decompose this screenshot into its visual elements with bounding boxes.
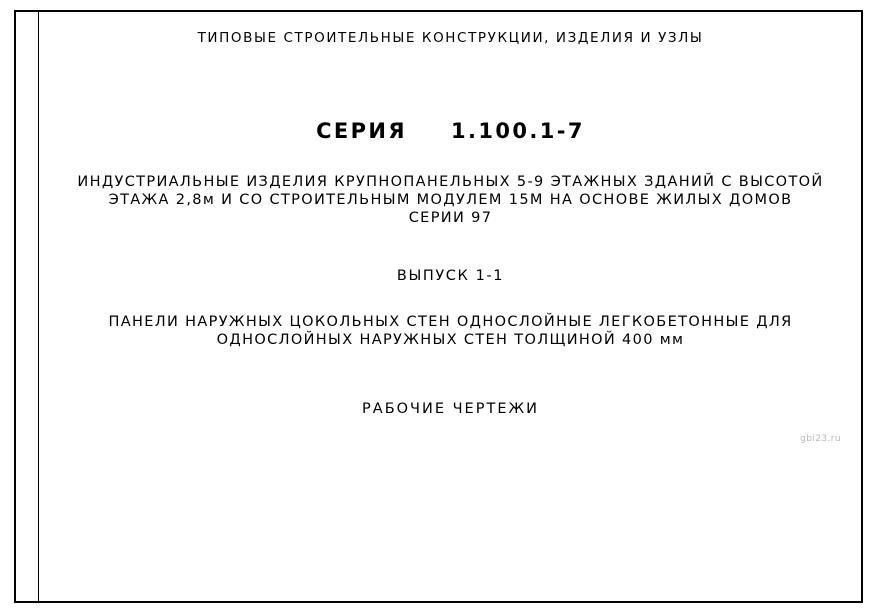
- document-category-title: ТИПОВЫЕ СТРОИТЕЛЬНЫЕ КОНСТРУКЦИИ, ИЗДЕЛИЯ И УЗЛЫ: [197, 30, 704, 46]
- series-block: [40, 118, 861, 144]
- panels-line-2: ОДНОСЛОЙНЫХ НАРУЖНЫХ СТЕН ТОЛЩИНОЙ 400 мм: [216, 332, 685, 349]
- issue-block: [40, 267, 861, 285]
- series-number: 1.100.1-7: [450, 119, 585, 143]
- title-page-content: [40, 10, 861, 603]
- series-row: [40, 118, 861, 144]
- issue-number: ВЫПУСК 1-1: [396, 268, 505, 284]
- description-block: [40, 173, 861, 227]
- series-label: СЕРИЯ: [316, 119, 407, 143]
- description-line-2: ЭТАЖА 2,8м И СО СТРОИТЕЛЬНЫМ МОДУЛЕМ 15М НА ОСНОВЕ ЖИЛЫХ ДОМОВ: [108, 192, 793, 209]
- panels-line-1: ПАНЕЛИ НАРУЖНЫХ ЦОКОЛЬНЫХ СТЕН ОДНОСЛОЙНЫЕ ЛЕГКОБЕТОННЫЕ ДЛЯ: [108, 314, 793, 330]
- site-watermark: gbi23.ru: [800, 434, 841, 444]
- drawing-frame-margin-line: [38, 10, 39, 603]
- description-line-3: СЕРИИ 97: [408, 210, 493, 227]
- working-drawings-block: [40, 400, 861, 418]
- panels-description-block: [40, 313, 861, 349]
- description-line-1: ИНДУСТРИАЛЬНЫЕ ИЗДЕЛИЯ КРУПНОПАНЕЛЬНЫХ 5-9 ЭТАЖНЫХ ЗДАНИЙ С ВЫСОТОЙ: [77, 174, 824, 190]
- working-drawings-label: РАБОЧИЕ ЧЕРТЕЖИ: [362, 401, 539, 417]
